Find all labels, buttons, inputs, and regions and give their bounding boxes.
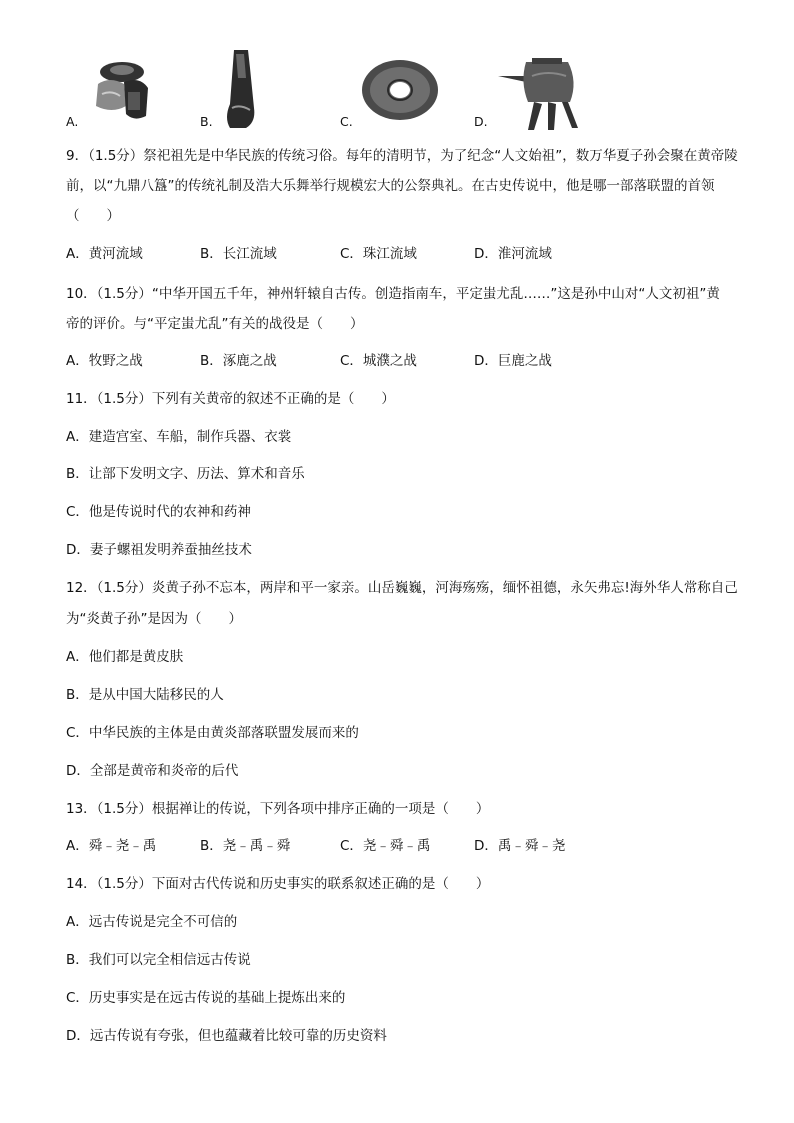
q9-stem-line1: 9．（1.5分）祭祀祖先是中华民族的传统习俗。每年的清明节，为了纪念“人文始祖”，数万华夏子孙会聚在黄帝陵 — [66, 148, 738, 164]
q14-option-a[interactable]: A．远古传说是完全不可信的 — [66, 914, 238, 930]
q14-option-d[interactable]: D．远古传说有夸张，但也蕴藏着比较可靠的历史资料 — [66, 1028, 387, 1044]
q12-option-a[interactable]: A．他们都是黄皮肤 — [66, 649, 184, 665]
q13-option-a[interactable]: A．舜﹣尧﹣禹 — [66, 838, 157, 854]
q8-option-b-letter: B. — [200, 114, 213, 129]
q12-stem-line2: 为“炎黄子孙”是因为（ ） — [66, 611, 242, 627]
q10-option-b[interactable]: B．涿鹿之战 — [200, 353, 277, 369]
q10-option-c[interactable]: C．城濮之战 — [340, 353, 417, 369]
q11-option-b[interactable]: B．让部下发明文字、历法、算术和音乐 — [66, 466, 305, 482]
q9-option-a[interactable]: A．黄河流域 — [66, 246, 143, 262]
q9-options — [66, 244, 626, 264]
q13-stem-line1: 13．（1.5分）根据禅让的传说，下列各项中排序正确的一项是（ ） — [66, 801, 490, 817]
q11-option-d[interactable]: D．妻子螺祖发明养蚕抽丝技术 — [66, 542, 252, 558]
bone-tool-icon — [220, 48, 264, 134]
q8-image-options — [0, 44, 794, 130]
q10-stem-line1: 10．（1.5分）“中华开国五千年，神州轩辕自古传。创造指南车，平定蚩尤乱……”这是孙中山对“人文初祖”黄 — [66, 286, 720, 302]
q12-option-d[interactable]: D．全部是黄帝和炎帝的后代 — [66, 763, 239, 779]
q11-stem-line1: 11．（1.5分）下列有关黄帝的叙述不正确的是（ ） — [66, 391, 395, 407]
q8-option-d-letter: D. — [474, 114, 488, 129]
q8-option-c-letter: C. — [340, 114, 353, 129]
q14-stem-line1: 14．（1.5分）下面对古代传说和历史事实的联系叙述正确的是（ ） — [66, 876, 490, 892]
tripod-vessel-icon — [496, 52, 592, 136]
q12-option-c[interactable]: C．中华民族的主体是由黄炎部落联盟发展而来的 — [66, 725, 359, 741]
q10-options — [66, 351, 626, 371]
jade-bi-disc-icon — [360, 58, 440, 126]
q12-stem-line1: 12．（1.5分）炎黄子孙不忘本，两岸和平一家亲。山岳巍巍，河海殇殇，缅怀祖德，永矢弗忘!海外华人常称自己 — [66, 580, 738, 596]
q10-option-d[interactable]: D．巨鹿之战 — [474, 353, 552, 369]
q13-option-c[interactable]: C．尧﹣舜﹣禹 — [340, 838, 431, 854]
q13-options — [66, 836, 626, 856]
q12-option-b[interactable]: B．是从中国大陆移民的人 — [66, 687, 224, 703]
q10-option-a[interactable]: A．牧野之战 — [66, 353, 143, 369]
q9-option-c[interactable]: C．珠江流域 — [340, 246, 417, 262]
q13-option-b[interactable]: B．尧﹣禹﹣舜 — [200, 838, 291, 854]
q9-option-b[interactable]: B．长江流域 — [200, 246, 277, 262]
q14-option-c[interactable]: C．历史事实是在远古传说的基础上提炼出来的 — [66, 990, 346, 1006]
q9-stem-line2: 前，以“九鼎八簋”的传统礼制及浩大乐舞举行规模宏大的公祭典礼。在古史传说中，他是哪一部落联盟的首领 — [66, 178, 715, 194]
jade-carving-icon — [90, 54, 154, 128]
q13-option-d[interactable]: D．禹﹣舜﹣尧 — [474, 838, 566, 854]
q14-option-b[interactable]: B．我们可以完全相信远古传说 — [66, 952, 251, 968]
q11-option-c[interactable]: C．他是传说时代的农神和药神 — [66, 504, 251, 520]
q9-stem-line3: （ ） — [66, 208, 120, 224]
q8-option-a-letter: A. — [66, 114, 79, 129]
q11-option-a[interactable]: A．建造宫室、车船，制作兵器、衣裳 — [66, 429, 292, 445]
q9-option-d[interactable]: D．淮河流域 — [474, 246, 552, 262]
q10-stem-line2: 帝的评价。与“平定蚩尤乱”有关的战役是（ ） — [66, 316, 364, 332]
